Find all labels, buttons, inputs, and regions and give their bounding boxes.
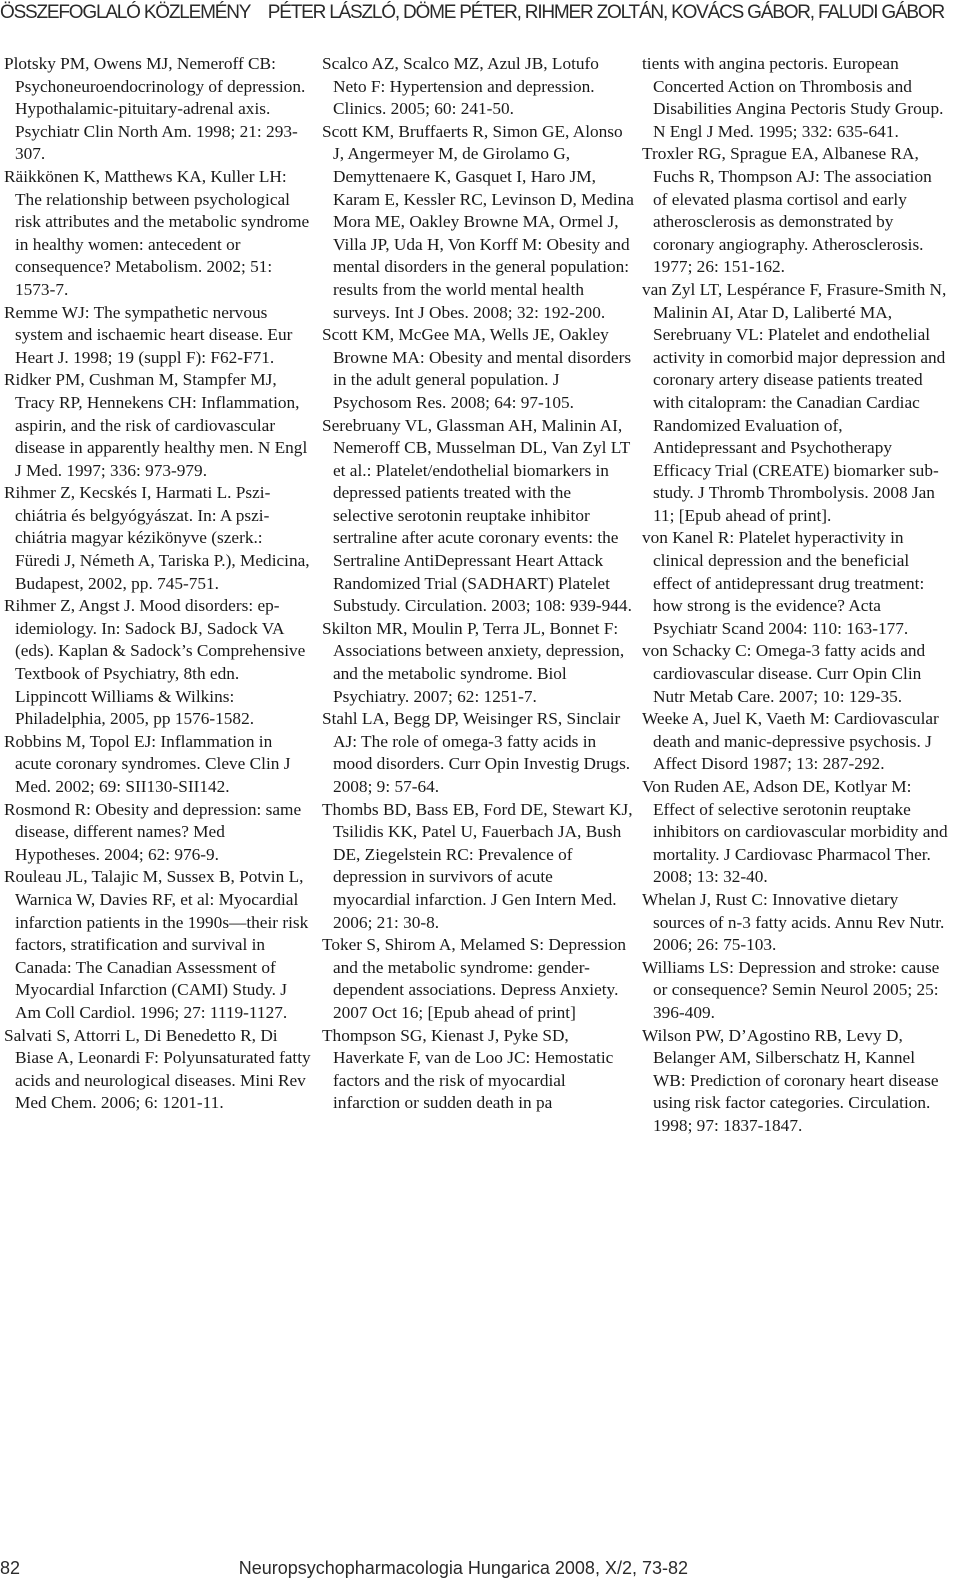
reference-entry: Remme WJ: The sympathetic nervous system and ischaemic heart disease. Eur Heart J. 1998; 19 (suppl F): F62-F71. — [4, 302, 293, 367]
journal-citation: Neuropsychopharmacologia Hungarica 2008, X/2, 73-82 — [238, 1558, 688, 1578]
reference-entry: Thompson SG, Kienast J, Pyke SD, Haverkate F, van de Loo JC: Hemostatic factors and the risk of myocardial infarction or sudden death in pa — [322, 1025, 614, 1113]
reference-entry: von Kanel R: Platelet hyperactivity in clinical depression and the beneficial effect of antidepressant drug treatment: how strong is the evidence? Acta Psychiatr Scand 2004: 110: 163-177. — [642, 528, 925, 638]
reference-entry: Wilson PW, D’Agostino RB, Levy D, Belanger AM, Silberschatz H, Kannel WB: Prediction of coronary heart disease using risk factor categories. Circulation. 1998; 97: 1837-1847. — [642, 1025, 939, 1135]
reference-entry: von Schacky C: Omega-3 fatty acids and cardiovascular disease. Curr Opin Clin Nutr Metab Care. 2007; 10: 129-35. — [642, 641, 926, 706]
reference-entry: Troxler RG, Sprague EA, Albanese RA, Fuchs R, Thompson AJ: The association of elevated plasma cortisol and early atherosclerosis as demonstrated by coronary angiography. Atherosclerosis. 1977; 26: 151-162. — [642, 144, 932, 277]
reference-entry: Rihmer Z, Angst J. Mood disorders: epidemiology. In: Sadock BJ, Sadock VA (eds). Kaplan & Sadock’s Comprehensive Textbook of Psychiatry, 8th edn. Lippincott Williams & Wilkins: Philadelphia, 2005, pp 1576-1582. — [4, 596, 306, 729]
reference-entry: Skilton MR, Moulin P, Terra JL, Bonnet F: Associations between anxiety, depression, and the metabolic syndrome. Biol Psychiatry. 2007; 62: 1251-7. — [322, 618, 625, 706]
reference-entry: Salvati S, Attorri L, Di Benedetto R, Di Biase A, Leonardi F: Polyunsaturated fatty acids and neurological diseases. Mini Rev Med Chem. 2006; 6: 1201-11. — [4, 1025, 311, 1113]
reference-entry: Whelan J, Rust C: Innovative dietary sources of n-3 fatty acids. Annu Rev Nutr. 2006; 26: 75-103. — [642, 889, 945, 955]
section-label: ÖSSZEFOGLALÓ KÖZLEMÉNY — [0, 2, 251, 23]
reference-entry: Rosmond R: Obesity and depression: same disease, different names? Med Hypotheses. 2004; 62: 976-9. — [4, 799, 302, 864]
reference-entry: tients with angina pectoris. European Concerted Action on Thrombosis and Disabilities Angina Pectoris Study Group. N Engl J Med. 1995; 332: 635-641. — [642, 54, 944, 141]
running-head-authors: PÉTER LÁSZLÓ, DÖME PÉTER, RIHMER ZOLTÁN, KOVÁCS GÁBOR, FALUDI GÁBOR — [267, 2, 944, 23]
reference-entry: Toker S, Shirom A, Melamed S: Depression and the metabolic syndrome: gender-dependent associations. Depress Anxiety. 2007 Oct 16; [Epub ahead of print] — [322, 935, 627, 1022]
reference-entry: Ridker PM, Cushman M, Stampfer MJ, Tracy RP, Hennekens CH: Inflammation, aspirin, and the risk of cardiovascular disease in apparently healthy men. N Engl J Med. 1997; 336: 973-979. — [4, 370, 308, 480]
reference-entry: Rihmer Z, Kecskés I, Harmati L. Pszichiátria és belgyógyászat. In: A pszichiátria magyar kézikönyve (szerk.: Füredi J, Németh A, Tariska P.), Medicina, Budapest, 2002, pp. 745-751. — [4, 483, 310, 593]
reference-column-2 — [322, 53, 634, 1115]
reference-entry: Scalco AZ, Scalco MZ, Azul JB, Lotufo Neto F: Hypertension and depression. Clinics. 2005; 60: 241-50. — [322, 54, 599, 119]
reference-entry: Robbins M, Topol EJ: Inflammation in acute coronary syndromes. Cleve Clin J Med. 2002; 69: SII130-SII142. — [4, 731, 291, 796]
reference-entry: Scott KM, Bruffaerts R, Simon GE, Alonso J, Angermeyer M, de Girolamo G, Demyttenaere K, Gasquet I, Haro JM, Karam E, Kessler RC, Levinson D, Medina Mora ME, Oakley Browne MA, Ormel J, Villa JP, Uda H, Von Korff M: Obesity and mental disorders in the general population: results from the world mental health surveys. Int J Obes. 2008; 32: 192-200. — [322, 121, 634, 322]
reference-entry: Plotsky PM, Owens MJ, Nemeroff CB: Psychoneuroendocrinology of depression. Hypothalamic-pituitary-adrenal axis. Psychiatr Clin North Am. 1998; 21: 293-307. — [4, 54, 306, 164]
reference-entry: van Zyl LT, Lespérance F, Frasure-Smith N, Malinin AI, Atar D, Laliberté MA, Serebruany VL: Platelet and endothelial activity in comorbid major depression and coronary artery disease patients treated with citalopram: the Canadian Cardiac Randomized Evaluation of, Antidepressant and Psychotherapy Efficacy Trial (CREATE) biomarker sub-study. J Thromb Thrombolysis. 2008 Jan 11; [Epub ahead of print]. — [642, 279, 947, 525]
reference-entry: Thombs BD, Bass EB, Ford DE, Stewart KJ, Tsilidis KK, Patel U, Fauerbach JA, Bush DE, Ziegelstein RC: Prevalence of depression in survivors of acute myocardial infarction. J Gen Intern Med. 2006; 21: 30-8. — [322, 799, 633, 932]
reference-column-1 — [4, 53, 312, 1115]
reference-column-3 — [642, 53, 948, 1138]
reference-entry: Stahl LA, Begg DP, Weisinger RS, Sinclair AJ: The role of omega-3 fatty acids in mood disorders. Curr Opin Investig Drugs. 2008; 9: 57-64. — [322, 709, 631, 796]
reference-entry: Weeke A, Juel K, Vaeth M: Cardiovascular death and manic-depressive psychosis. J Affect Disord 1987; 13: 287-292. — [642, 709, 939, 774]
reference-entry: Scott KM, McGee MA, Wells JE, Oakley Browne MA: Obesity and mental disorders in the adult general population. J Psychosom Res. 2008; 64: 97-105. — [322, 325, 632, 412]
reference-entry: Von Ruden AE, Adson DE, Kotlyar M: Effect of selective serotonin reuptake inhibitors on cardiovascular morbidity and mortality. J Cardiovasc Pharmacol Ther. 2008; 13: 32-40. — [642, 777, 948, 887]
reference-entry: Serebruany VL, Glassman AH, Malinin AI, Nemeroff CB, Musselman DL, Van Zyl LT et al.: Platelet/endothelial biomarkers in depressed patients treated with the selective serotonin reuptake inhibitor sertraline after acute coronary events: the Sertraline AntiDepressant Heart Attack Randomized Trial (SADHART) Platelet Substudy. Circulation. 2003; 108: 939-944. — [322, 415, 632, 616]
reference-entry: Rouleau JL, Talajic M, Sussex B, Potvin L, Warnica W, Davies RF, et al: Myocardial infarction patients in the 1990s—their risk factors, stratification and survival in Canada: The Canadian Assessment of Myocardial Infarction (CAMI) Study. J Am Coll Cardiol. 1996; 27: 1119-1127. — [4, 867, 309, 1022]
reference-entry: Williams LS: Depression and stroke: cause or consequence? Semin Neurol 2005; 25: 396-409. — [642, 957, 940, 1022]
reference-entry: Räikkönen K, Matthews KA, Kuller LH: The relationship between psychological risk attributes and the metabolic syndrome in healthy women: antecedent or consequence? Metabolism. 2002; 51: 1573-7. — [4, 166, 310, 299]
page-number: 82 — [0, 1558, 21, 1578]
